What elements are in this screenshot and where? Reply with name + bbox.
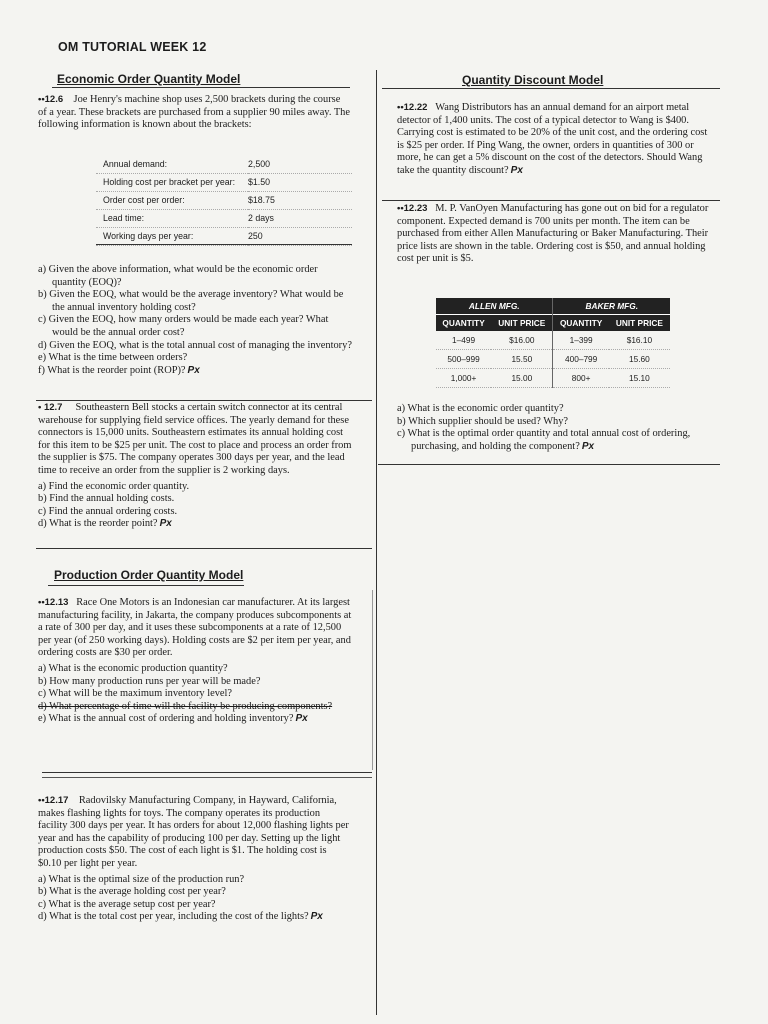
table-cell: 500–999 — [436, 350, 491, 369]
problem-rule — [36, 548, 372, 549]
table-row — [436, 350, 670, 369]
question-item: c) What is the average setup cost per year? — [38, 898, 216, 910]
page-title: OM TUTORIAL WEEK 12 — [58, 40, 207, 54]
group-header: BAKER MFG. — [553, 298, 670, 315]
problem-12-13 — [38, 597, 352, 726]
row-label: Holding cost per bracket per year: — [96, 174, 248, 192]
column-header: UNIT PRICE — [609, 315, 670, 332]
scan-edge — [372, 590, 373, 770]
question-item: b) What is the average holding cost per year? — [38, 886, 226, 898]
problem-text: Race One Motors is an Indonesian car manufacturer. At its largest manufacturing facility, in Jakarta, the company produces subcomponents at a rate of 300 per day, and it uses these subcomponents at a rate of 12,500 per year (of 250 working days). Holding costs are $2 per item per year, and ordering costs are $30 per order. — [38, 597, 352, 659]
group-header: ALLEN MFG. — [436, 298, 553, 315]
question-item: b) Given the EOQ, what would be the average inventory? What would be the annual inventory holding cost? — [38, 289, 344, 313]
problem-rule — [36, 400, 372, 401]
px-mark: Px — [187, 364, 200, 376]
question-item: b) Which supplier should be used? Why? — [397, 415, 569, 427]
table-cell: 1–499 — [436, 331, 491, 350]
table-cell: 15.10 — [609, 369, 670, 388]
question-item: d) Given the EOQ, what is the total annual cost of managing the inventory? — [38, 339, 352, 351]
question-item: c) What is the optimal order quantity and total annual cost of ordering, purchasing, and holding the component? Px — [397, 428, 691, 452]
eoq-info-table — [96, 156, 352, 246]
problem-number: ••12.13 — [38, 597, 69, 608]
problem-text: Wang Distributors has an annual demand for an airport metal detector of 1,400 units. The cost of a typical detector to Wang is $400. Carrying cost is estimated to be 20% of the unit cost, and the ordering cost is $25 per order. If Ping Wang, the owner, orders in quantities of 300 or more, he can get a 5% discount on the cost of the detectors. Should Wang take the quantity discount? — [397, 102, 708, 176]
question-item: d) What is the total cost per year, including the cost of the lights? Px — [38, 911, 323, 923]
table-cell: 15.60 — [609, 350, 670, 369]
column-divider — [376, 70, 377, 1015]
row-label: Annual demand: — [96, 156, 248, 174]
section-title-quantity-discount: Quantity Discount Model — [462, 73, 604, 87]
column-header: UNIT PRICE — [491, 315, 553, 332]
problem-12-22 — [397, 102, 711, 178]
question-item: a) Given the above information, what would be the economic order quantity (EOQ)? — [38, 264, 318, 288]
row-label: Working days per year: — [96, 228, 248, 246]
question-item: f) What is the reorder point (ROP)? Px — [38, 364, 200, 376]
struck-question: d) What percentage of time will the facility be producing components? — [38, 700, 333, 712]
table-row — [436, 369, 670, 388]
problem-text: Joe Henry's machine shop uses 2,500 brackets during the course of a year. These brackets are purchased from a supplier 90 miles away. The following information is known about the brackets: — [38, 94, 350, 131]
px-mark: Px — [581, 440, 595, 452]
row-value: $18.75 — [248, 192, 352, 210]
problem-number: ••12.23 — [397, 203, 428, 214]
column-header: QUANTITY — [553, 315, 609, 332]
question-item: a) What is the optimal size of the production run? — [38, 873, 245, 885]
question-item: a) What is the economic order quantity? — [397, 403, 564, 414]
question-item: e) What is the annual cost of ordering and holding inventory? Px — [38, 713, 308, 725]
table-cell: 400–799 — [553, 350, 609, 369]
problem-text: Radovilsky Manufacturing Company, in Hayward, California, makes flashing lights for toys. The company operates its production facility 300 days per year. It has orders for about 12,000 flashing lights per year and has the capability of producing 100 per day. Setting up the light production costs $50. The cost of each light is $1. The holding cost is $0.10 per light per year. — [38, 795, 349, 869]
question-item: a) Find the economic order quantity. — [38, 480, 190, 492]
table-row — [436, 331, 670, 350]
table-cell: 1,000+ — [436, 369, 491, 388]
question-item: c) Find the annual ordering costs. — [38, 505, 178, 517]
px-mark: Px — [510, 164, 523, 176]
question-item: b) Find the annual holding costs. — [38, 493, 175, 505]
px-mark: Px — [295, 713, 308, 725]
problem-rule — [378, 464, 720, 465]
table-rule — [96, 244, 352, 245]
problem-number: • 12.7 — [38, 402, 63, 413]
problem-12-23 — [397, 203, 711, 266]
row-value: 2,500 — [248, 156, 352, 174]
table-cell: 800+ — [553, 369, 609, 388]
question-item: b) How many production runs per year will be made? — [38, 675, 261, 687]
section-title-production-order: Production Order Quantity Model — [54, 568, 244, 582]
table-row — [96, 210, 352, 228]
problem-12-6 — [38, 94, 350, 132]
table-cell: $16.10 — [609, 331, 670, 350]
table-row — [96, 174, 352, 192]
section-title-eoq: Economic Order Quantity Model — [57, 72, 241, 86]
row-label: Lead time: — [96, 210, 248, 228]
row-label: Order cost per order: — [96, 192, 248, 210]
section-rule — [382, 88, 720, 89]
row-value: 250 — [248, 228, 352, 246]
problem-number: ••12.22 — [397, 102, 428, 113]
problem-12-23-questions — [397, 400, 713, 453]
question-item: c) What will be the maximum inventory level? — [38, 688, 232, 700]
table-cell: 15.50 — [491, 350, 553, 369]
problem-text: M. P. VanOyen Manufacturing has gone out on bid for a regulator component. Expected demand is 700 units per month. The item can be purchased from either Allen Manufacturing or Baker Manufacturing. Their price lists are shown in the table. Ordering cost is $50, and annual holding cost per unit is $5. — [397, 203, 709, 265]
problem-12-17 — [38, 795, 352, 924]
table-cell: 1–399 — [553, 331, 609, 350]
table-row — [96, 192, 352, 210]
section-rule — [48, 585, 244, 586]
question-item: e) What is the time between orders? — [38, 352, 188, 364]
px-mark: Px — [310, 911, 323, 923]
problem-rule — [382, 200, 720, 201]
column-header: QUANTITY — [436, 315, 491, 332]
row-value: 2 days — [248, 210, 352, 228]
table-cell: 15.00 — [491, 369, 553, 388]
problem-text: Southeastern Bell stocks a certain switch connector at its central warehouse for supplying field service offices. The yearly demand for these connectors is 15,000 units. Southeastern estimates its annual holding cost for this item to be $25 per unit. The cost to place and process an order from the supplier is $75. The company operates 300 days per year, and the lead time to receive an order from the supplier is 2 working days. — [38, 402, 352, 476]
row-value: $1.50 — [248, 174, 352, 192]
problem-number: ••12.6 — [38, 94, 64, 105]
table-row — [96, 228, 352, 246]
problem-12-7 — [38, 402, 352, 531]
section-rule — [52, 87, 350, 88]
table-row — [96, 156, 352, 174]
question-item: c) Given the EOQ, how many orders would be made each year? What would be the annual order cost? — [38, 314, 329, 338]
table-cell: $16.00 — [491, 331, 553, 350]
problem-rule — [42, 772, 372, 773]
question-item: a) What is the economic production quantity? — [38, 662, 228, 674]
problem-number: ••12.17 — [38, 795, 69, 806]
supplier-price-table — [436, 298, 670, 388]
px-mark: Px — [159, 518, 172, 530]
problem-12-6-questions — [38, 261, 352, 377]
question-item: d) What is the reorder point? Px — [38, 518, 172, 530]
problem-rule — [42, 777, 372, 778]
